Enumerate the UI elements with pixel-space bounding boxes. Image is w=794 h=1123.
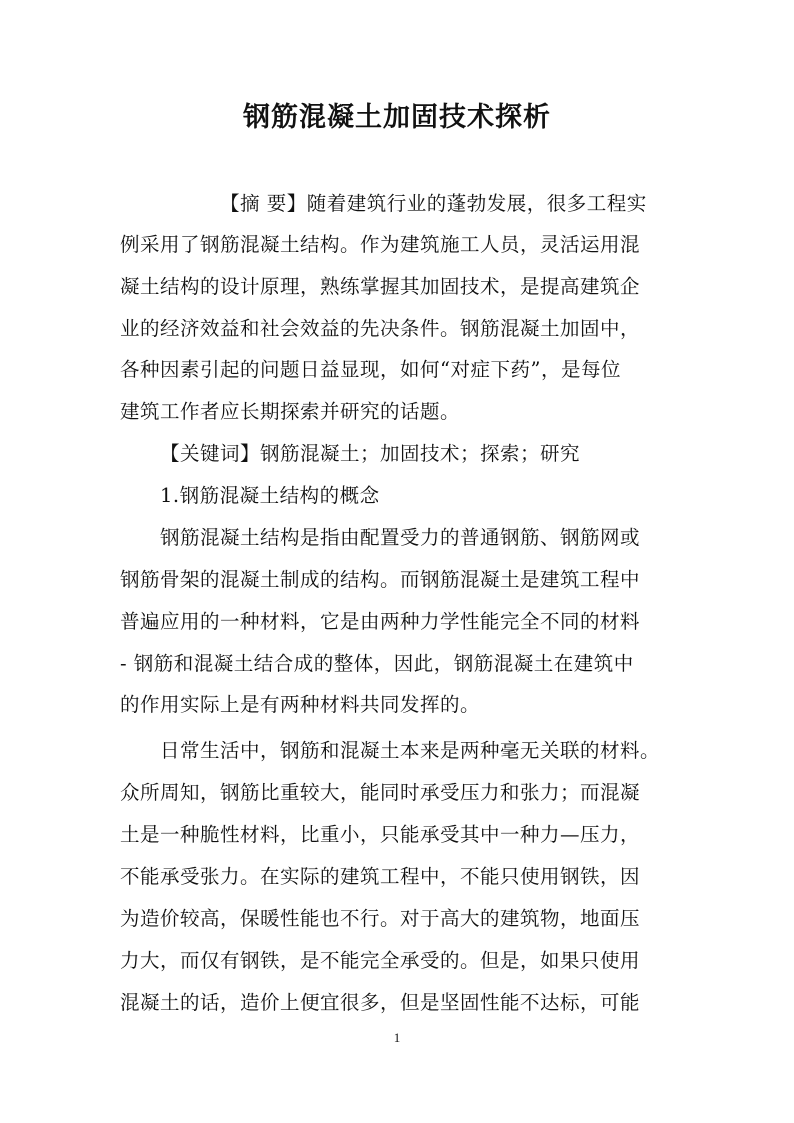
paragraph-2-line-4: 不能承受张力。在实际的建筑工程中，不能只使用钢铁，因 — [120, 865, 641, 888]
paragraph-2-line-2: 众所周知，钢筋比重较大，能同时承受压力和张力；而混凝 — [120, 781, 641, 804]
paragraph-1-line-1: 钢筋混凝土结构是指由配置受力的普通钢筋、钢筋网或 — [160, 526, 641, 549]
paragraph-2-line-6: 力大，而仅有钢铁，是不能完全承受的。但是，如果只使用 — [120, 949, 641, 972]
paragraph-2-line-3: 土是一种脆性材料，比重小，只能承受其中一种力—压力， — [120, 823, 641, 846]
paragraph-1-line-2: 钢筋骨架的混凝土制成的结构。而钢筋混凝土是建筑工程中 — [120, 568, 641, 591]
abstract-line-1: 【摘 要】随着建筑行业的蓬勃发展，很多工程实 — [220, 192, 647, 215]
page-number: 1 — [393, 1030, 401, 1045]
abstract-line-3: 凝土结构的设计原理，熟练掌握其加固技术，是提高建筑企 — [120, 275, 641, 298]
keywords-line: 【关键词】钢筋混凝土；加固技术；探索；研究 — [160, 442, 581, 465]
paragraph-1-line-3: 普遍应用的一种材料，它是由两种力学性能完全不同的材料 — [120, 610, 641, 633]
abstract-line-4: 业的经济效益和社会效益的先决条件。钢筋混凝土加固中， — [120, 317, 641, 340]
document-title: 钢筋混凝土加固技术探析 — [243, 102, 551, 133]
section-heading-1: 1.钢筋混凝土结构的概念 — [160, 484, 380, 507]
paragraph-1-line-5: 的作用实际上是有两种材料共同发挥的。 — [120, 693, 481, 716]
abstract-line-2: 例采用了钢筋混凝土结构。作为建筑施工人员，灵活运用混 — [120, 233, 641, 256]
paragraph-2-line-7: 混凝土的话，造价上便宜很多，但是坚固性能不达标，可能 — [120, 991, 641, 1014]
paragraph-2-line-5: 为造价较高，保暖性能也不行。对于高大的建筑物，地面压 — [120, 907, 641, 930]
paragraph-2-line-1: 日常生活中，钢筋和混凝土本来是两种毫无关联的材料。 — [160, 739, 661, 762]
abstract-line-5: 各种因素引起的问题日益显现，如何“对症下药”，是每位 — [120, 358, 621, 381]
abstract-line-6: 建筑工作者应长期探索并研究的话题。 — [120, 400, 461, 423]
paragraph-1-line-4: - 钢筋和混凝土结合成的整体，因此，钢筋混凝土在建筑中 — [120, 652, 634, 675]
